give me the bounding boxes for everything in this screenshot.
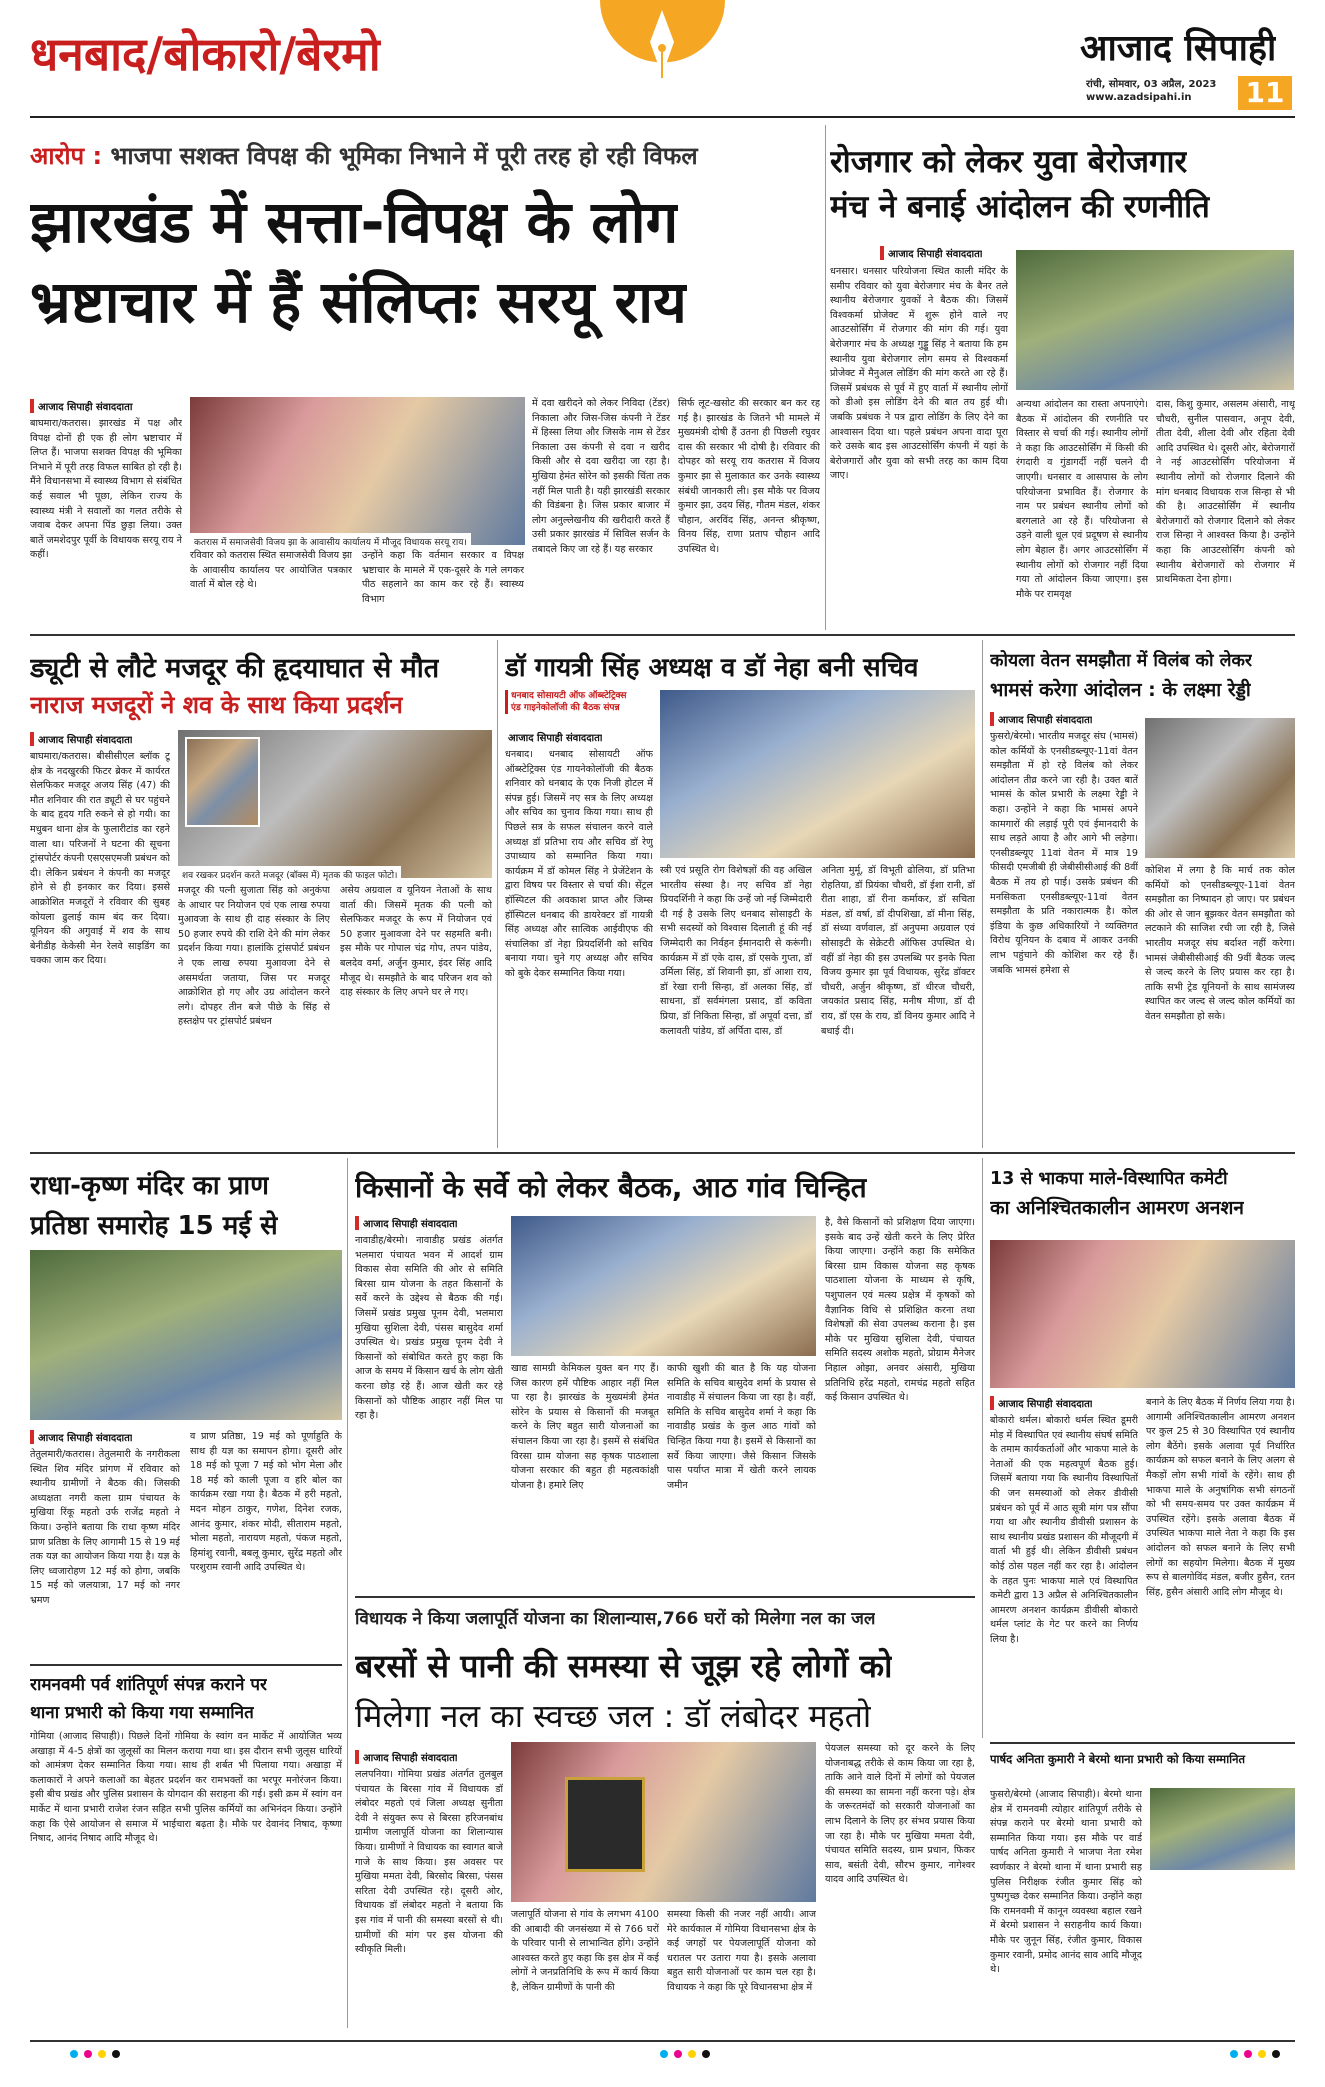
byline: आजाद सिपाही संवाददाता: [355, 1216, 457, 1230]
photo-caption: शव रखकर प्रदर्शन करते मजदूर (बॉक्स में) मृतक की फाइल फोटो।: [178, 866, 401, 883]
byline: आजाद सिपाही संवाददाता: [30, 399, 185, 413]
headline-line-2: मंच ने बनाई आंदोलन की रणनीति: [830, 189, 1210, 225]
kicker-label: आरोप :: [30, 142, 103, 170]
column-divider: [347, 1158, 348, 2028]
masthead: [0, 0, 1325, 118]
registration-dot-black-3: [1272, 2050, 1280, 2058]
portrait-photo: [1145, 718, 1295, 858]
body-col-2: रविवार को कतरास स्थित समाजसेवी विजय झा के आवासीय कार्यालय पर आयोजित पत्रकार वार्ता में बोल रहे थे।: [190, 550, 352, 591]
byline: आजाद सिपाही संवाददाता: [990, 712, 1092, 726]
column-divider: [982, 1158, 983, 1738]
body-col-1: धनबाद। धनबाद सोसायटी ऑफ ऑब्स्टेट्रिक्स एंड गायनेकोलॉजी की बैठक शनिवार को धनबाद के एक निजी होटल में संपन्न हुई। जिसमें नए सत्र के लिए अध्यक्ष और सचिव का चुनाव किया गया। साथ ही पिछले सत्र के सफल संचालन करने वाले अध्यक्ष डॉ प्रतिभा राय और सचिव डॉ रेणु उपाध्याय को सम्मानित किया गया। कार्यक्रम में डॉ कोमल सिंह ने प्रेजेंटेशन के द्वारा विषय पर विस्तार से चर्चा की। सेंट्रल हॉस्पिटल की अवकाश प्राप्त और जिम्स हॉस्पिटल धनबाद की डायरेक्टर डॉ गायत्री सिंह अध्यक्ष और सात्विक आईवीएफ की संचालिका डॉ नेहा प्रियदर्शिनी को सचिव बनाया गया। चुने गए अध्यक्ष और सचिव को बुके देकर सम्मानित किया गया।: [505, 749, 653, 979]
byline: आजाद सिपाही संवाददाता: [508, 733, 603, 744]
kicker: विधायक ने किया जलापूर्ति योजना का शिलान्यास,766 घरों को मिलेगा नल का जल: [355, 1609, 876, 1629]
kicker: [30, 139, 820, 172]
foundation-plaque: [565, 1777, 645, 1872]
body-col-2: अन्यथा आंदोलन का रास्ता अपनाएंगे। बैठक में आंदोलन की रणनीति पर विस्तार से चर्चा की गई। स्थानीय लोगों ने कहा कि आउटसोर्सिंग में किसी की रंगदारी व गुंडागर्दी नहीं चलने दी जाएगी। धनसार व आसपास के लोग परियोजना प्रभावित हैं। रोजगार के नाम पर प्रबंधन स्थानीय लोगों को बरगलाते आ रहे हैं। परियोजना से उड़ने वाली धूल एवं प्रदूषण से स्थानीय लोग बेहाल हैं। अगर आउटसोर्सिंग में स्थानीय लोगों को रोजगार नहीं दिया गया तो आंदोलन किया जाएगा। इस मौके पर रामवृक्ष: [1016, 399, 1148, 600]
section-rule: [30, 1664, 342, 1666]
registration-dot-yellow-2: [688, 2050, 696, 2058]
inset-photo: [185, 737, 260, 827]
byline: आजाद सिपाही संवाददाता: [880, 246, 982, 260]
headline-line-1: झारखंड में सत्ता-विपक्ष के लोग: [30, 188, 679, 256]
column-divider: [825, 125, 826, 630]
photo-caption: कतरास में समाजसेवी विजय झा के आवासीय कार्यालय में मौजूद विधायक सरयू राय।: [190, 533, 471, 550]
byline: आजाद सिपाही संवाददाता: [990, 1396, 1092, 1410]
headline-line-1: बरसों से पानी की समस्या से जूझ रहे लोगों को: [355, 1647, 893, 1685]
body-col-2: जलापूर्ति योजना से गांव के लगभग 4100 की आबादी की जनसंख्या में से 766 घरों के परिवार पानी से लाभान्वित होंगे। उन्होंने आश्वस्त करते हुए कहा कि इस क्षेत्र में कई लोगों ने जनप्रतिनिधि के रूप में कार्य किया है, लेकिन ग्रामीणों के पानी की: [511, 1909, 659, 1993]
website[interactable]: www.azadsipahi.in: [1086, 92, 1192, 103]
newspaper-name: आजाद सिपाही: [1080, 28, 1277, 69]
registration-dot-cyan: [70, 2050, 78, 2058]
body-col-4: है, वैसे किसानों को प्रशिक्षण दिया जाएगा। इसके बाद उन्हें खेती करने के लिए प्रेरित किया जाएगा। उन्होंने कहा कि समेकित बिरसा ग्राम विकास योजना सह कृषक पाठशाला योजना के माध्यम से कृषि, पशुपालन एवं मत्स्य प्रक्षेत्र में कृषकों को वैज्ञानिक विधि से प्रशिक्षित करना तथा विशेषज्ञों की सेवा उपलब्ध कराना है। इस मौके पर मुखिया सुशिला देवी, पंचायत समिति सदस्य अशोक महतो, प्रोग्राम मैनेजर निहाल ओझा, अनवर अंसारी, मुखिया प्रतिनिधि हरेंद्र महतो, रामचंद्र महतो सहित कई किसान उपस्थित थे।: [825, 1217, 975, 1404]
registration-dot-black-2: [702, 2050, 710, 2058]
registration-dot-yellow-3: [1258, 2050, 1266, 2058]
story-worker-death: [30, 640, 492, 1148]
body-col-1: तेतुलमारी/कतरास। तेतुलमारी के नगरीकला स्थित शिव मंदिर प्रांगण में रविवार को स्थानीय ग्रामीणों ने बैठक की। जिसकी अध्यक्षता नगरी कला ग्राम पंचायत के मुखिया रिंकू महतो उर्फ राजेंद्र महतो ने किया। उन्होंने बताया कि राधा कृष्ण मंदिर प्राण प्रतिष्ठा के लिए आगामी 15 से 19 मई तक यज्ञ का आयोजन किया गया है। यज्ञ के लिए ध्वजारोहण 12 मई को होगा, जबकि 15 मई को जलयात्रा, 17 मई को नगर भ्रमण: [30, 1449, 180, 1606]
headline-line-2: प्रतिष्ठा समारोह 15 मई से: [30, 1211, 278, 1241]
section-title: धनबाद/बोकारो/बेरमो: [30, 27, 381, 81]
headline-line-2: भामसं करेगा आंदोलन : के लक्ष्मा रेड्डी: [990, 679, 1251, 701]
body-col-1: फुसरो/बेरमो। भारतीय मजदूर संघ (भामसं) कोल कर्मियों के एनसीडब्ल्यूए-11वां वेतन समझौता में हो रहे विलंब को लेकर आंदोलन तीव्र करने जा रही है। उक्त बातें भामसं के कोल प्रभारी के लक्ष्मा रेड्डी ने कहा। उन्होंने ने कहा कि भामसं अपने कामगारों की लड़ाई पूरी एवं ईमानदारी के साथ लड़ते आया है और आगे भी लड़ेगा। एनसीडब्ल्यूए 11वां वेतन में मात्र 19 फीसदी एमजीबी ही जेबीसीसीआई की 8वीं बैठक में तय हो पाई। उसके प्रबंधन की मनसिकता एनसीडब्ल्यूए-11वां वेतन समझौता के प्रति नकारात्मक है। कोल इंडिया के कुछ अधिकारियों ने व्यक्तिगत विरोध यूनियन के दबाव में आकर उनकी लाभ पहुंचाने की कोशिश कर रहे हैं। जबकि भामसं हमेशा से: [990, 731, 1138, 976]
headline-line-1: रोजगार को लेकर युवा बेरोजगार: [830, 144, 1188, 180]
kicker-text: भाजपा सशक्त विपक्ष की भूमिका निभाने में पूरी तरह हो रही विफल: [110, 142, 698, 170]
body-col-3: अनिता मुर्मू, डॉ विभूती ढोलिया, डॉ प्रतिभा रोहतिया, डॉ प्रियंका चौधरी, डॉ ईशा रानी, डॉ रीता शाहा, डॉ रीना कर्माकर, डॉ सचिता मंडल, डॉ वर्षा, डॉ दीपशिखा, डॉ मीना सिंह, डॉ संध्या वर्णवाल, डॉ अनुपमा अग्रवाल एवं सोसाइटी के सेक्रेटरी ऑफिस उपस्थित थे। वहीं डॉ नेहा की इस उपलब्धि पर इनके पिता विजय कुमार झा पूर्व विधायक, सुरेंद्र डॉक्टर चौधरी, अर्जुन श्रीकृष्ण, डॉ धीरज चौधरी, जयकांत प्रसाद सिंह, मनीष मीणा, डॉ दी राय, डॉ एस के राय, डॉ विनय कुमार आदि ने बधाई दी।: [821, 865, 975, 1037]
registration-dot-magenta: [84, 2050, 92, 2058]
news-photo: [190, 397, 525, 545]
body-text: फुसरो/बेरमो (आजाद सिपाही)। बेरमो थाना क्षेत्र में रामनवमी त्योहार शांतिपूर्ण तरीके से संपन्न कराने पर बेरमो थाना प्रभारी को सम्मानित किया गया। इस मौके पर वार्ड पार्षद अनिता कुमारी ने भाजपा नेता रमेश स्वर्णकार ने बेरमो थाना में थाना प्रभारी सह पुलिस निरीक्षक रंजीत कुमार सिंह को पुष्पगुच्छ देकर सम्मानित किया। उन्होंने कहा कि रामनवमी में कानून व्यवस्था बहाल रखने में बेरमो प्रशासन ने सराहनीय कार्य किया। मौके पर जुनून सिंह, रंजीत कुमार, विकास कुमार रवानी, प्रमोद आनंद साव आदि मौजूद थे।: [990, 1789, 1142, 1976]
headline-line-2: मिलेगा नल का स्वच्छ जल : डॉ लंबोदर महतो: [355, 1697, 872, 1735]
story-coal-wage: [990, 640, 1295, 1148]
registration-dot-magenta-3: [1244, 2050, 1252, 2058]
headline: डॉ गायत्री सिंह अध्यक्ष व डॉ नेहा बनी सचिव: [505, 653, 919, 683]
tag-box: धनबाद सोसायटी ऑफ ऑब्स्टेट्रिक्स एंड गाइनेकोलॉजी की बैठक संपन्न: [505, 690, 630, 714]
registration-dot-cyan-2: [660, 2050, 668, 2058]
body-col-5: सिर्फ लूट-खसोट की सरकार बन कर रह गई है। झारखंड के जितने भी मामले में मुख्यमंत्री दोषी हैं उतना ही पिछली रघुवर दास की सरकार भी दोषी है। रविवार की दोपहर को सरयू राय कतरास में विजय कुमार झा से मुलाकात कर उनके स्वास्थ्य संबंधी जानकारी ली। इस मौके पर विजय कुमार झा, उदय सिंह, गौतम मंडल, शंकर चौहान, अरविंद सिंह, अनन्त श्रीकृष्ण, विनय सिंह, राणा प्रताप चौहान आदि उपस्थित थे।: [678, 398, 820, 555]
masthead-rule: [30, 116, 1295, 118]
news-photo: [1016, 250, 1294, 390]
body-col-2: स्त्री एवं प्रसूति रोग विशेषज्ञों की वह अखिल भारतीय संस्था है। नए सचिव डॉ नेहा प्रियदर्शिनी ने कहा कि उन्हें जो नई जिम्मेदारी दी गई है उसके लिए धनबाद सोसाइटी के सभी सदस्यों को विश्वास दिलाती हूं की नई जिम्मेदारी का निर्वहन ईमानदारी से करूंगी। कार्यक्रम में डॉ एके दास, डॉ एसके गुप्ता, डॉ उर्मिला सिंह, डॉ शिवानी झा, डॉ आशा राय, डॉ रेखा रानी सिन्हा, डॉ अलका सिंह, डॉ साधना, डॉ सर्वमंगला प्रसाद, डॉ कविता प्रिया, डॉ निकिता सिन्हा, डॉ अपूर्वा दत्ता, डॉ कलावती पांडेय, डॉ अर्पिता दास, डॉ: [660, 865, 812, 1037]
headline-line-1: 13 से भाकपा माले-विस्थापित कमेटी: [990, 1169, 1228, 1189]
section-rule: [30, 1152, 1295, 1154]
body-col-4: में दवा खरीदने को लेकर निविदा (टेंडर) निकाला और जिस-जिस कंपनी ने टेंडर में हिस्सा लिया और जिसके नाम से टेंडर निकाला उस कंपनी से दवा न खरीद किसी और से दवा खरीदा जा रहा है। मुखिया हेमंत सोरेन को इसकी चिंता तक नहीं मिल पाती है। यही झारखंडी सरकार की विडंबना है। जिस प्रकार बाजार में लोग अनुल्लेखनीय की खरीदारी करते हैं उसी प्रकार झारखंड में सिविल सर्जन के तबादले किए जा रहे हैं। यह सरकार: [532, 398, 670, 555]
body-col-4: पेयजल समस्या को दूर करने के लिए योजनाबद्ध तरीके से काम किया जा रहा है, ताकि आने वाले दिनों में लोगों को पेयजल की समस्या का सामना नहीं करना पड़े। क्षेत्र के जरूरतमंदों को सरकारी योजनाओं का लाभ दिलाने के लिए हर संभव प्रयास किया जा रहा है। मौके पर मुखिया ममता देवी, पंचायत समिति सदस्य, ग्राम प्रधान, फिकर साव, बसंती देवी, सौरभ कुमार, नागेश्वर यादव आदि उपस्थित थे।: [825, 1743, 975, 1886]
registration-dot-magenta-2: [674, 2050, 682, 2058]
headline: पार्षद अनिता कुमारी ने बेरमो थाना प्रभारी को किया सम्मानित: [990, 1752, 1246, 1766]
headline-line-2: थाना प्रभारी को किया गया सम्मानित: [30, 1703, 254, 1723]
body-col-3: असेय अग्रवाल व यूनियन नेताओं के साथ वार्ता की। जिसमें मृतक की पत्नी को सेलफिकर मजदूर के रूप में नियोजन एवं 50 हजार मुआवजा देने पर सहमति बनी। इस मौके पर गोपाल चंद्र गोप, तपन पांडेय, बलदेव वर्मा, अर्जुन कुमार, इंदर सिंह आदि मौजूद थे। समझौते के बाद परिजन शव को दाह संस्कार के लिए अपने घर ले गए।: [340, 885, 492, 999]
pen-nib-logo: [600, 0, 725, 95]
story-dr-gayatri: [505, 640, 975, 1148]
news-photo: [990, 1240, 1295, 1388]
news-photo: [30, 1250, 342, 1420]
page-number: 11: [1238, 76, 1292, 110]
dateline: रांची, सोमवार, 03 अप्रैल, 2023: [1086, 79, 1217, 90]
body-col-3: समस्या किसी की नजर नहीं आयी। आज मेरे कार्यकाल में गोमिया विधानसभा क्षेत्र के कई जगहों पर पेयजलापूर्ति योजना को धरातल पर उतारा गया है। इसके अलावा बहुत सारी योजनाओं पर काम चल रहा है। विधायक ने कहा कि पूरे विधानसभा क्षेत्र में: [667, 1909, 816, 1993]
body-col-3: उन्होंने कहा कि वर्तमान सरकार व विपक्ष भ्रष्टाचार के मामले में एक-दूसरे के गले लगकर पीठ सहलाने का काम कर रहे हैं। स्वास्थ्य विभाग: [362, 550, 524, 605]
body-col-2: व प्राण प्रतिष्ठा, 19 मई को पूर्णाहुति के साथ ही यज्ञ का समापन होगा। दूसरी ओर 18 मई को पूजा 7 मई को भोग मेला और 18 मई को काली पूजा व हरि बोल का कार्यक्रम रखा गया है। बैठक में हरी महतो, मदन मोहन ठाकुर, गणेश, दिनेश रजक, आनंद कुमार, शंकर मोदी, सीताराम महतो, भोला महतो, नारायण महतो, पंकज महतो, हिमांशु रवानी, बबलू कुमार, सुरेंद्र महतो और परशुराम रवानी आदि उपस्थित थे।: [190, 1431, 342, 1574]
registration-dot-cyan-3: [1230, 2050, 1238, 2058]
headline-line-1: कोयला वेतन समझौता में विलंब को लेकर: [990, 651, 1253, 671]
headline: किसानों के सर्वे को लेकर बैठक, आठ गांव चिन्हित: [355, 1171, 867, 1204]
body-col-1: बाघमारा/कतरास। झारखंड में पक्ष और विपक्ष दोनों ही एक ही लोग भ्रष्टाचार में लिप्त हैं। भाजपा सशक्त विपक्ष की भूमिका निभाने में पूरी तरह विफल साबित हो रही है। मैंने विधानसभा में स्वास्थ्य विभाग से संबंधित कई सवाल भी पूछा, लेकिन राज्य के स्वास्थ्य मंत्री ने सवालों का गलत तरीके से जवाब देकर अपना पिंड छुड़ा लिया। उक्त बातें जमशेदपुर पूर्वी के विधायक सरयू राय ने कहीं।: [30, 418, 182, 561]
print-registration-bar: [30, 2040, 1295, 2060]
story-bermo-honour: [990, 1748, 1295, 2028]
news-photo: [511, 1742, 816, 1902]
subhead: नाराज मजदूरों ने शव के साथ किया प्रदर्शन: [30, 691, 403, 719]
headline: ड्यूटी से लौटे मजदूर की हृदयाघात से मौत: [30, 653, 440, 684]
story-sarayu-rai: [30, 125, 820, 630]
news-photo: [660, 690, 975, 858]
story-farmers-survey: [355, 1158, 975, 1593]
section-rule: [990, 1742, 1295, 1744]
story-cpi-ml-hunger-strike: [990, 1158, 1295, 1738]
body-col-2: कोशिश में लगा है कि मार्च तक कोल कर्मियों को एनसीडब्ल्यूए-11वां वेतन समझौता का निष्पादन हो जाए। पर प्रबंधन की ओर से जान बूझकर वेतन समझौता को लटकाने की साजिश रची जा रही है, जिसे भारतीय मजदूर संघ बर्दाश्त नहीं करेगा। भामसं जेबीसीसीआई की 9वीं बैठक जल्द से जल्द करने के लिए प्रयास कर रहा है। ताकि सभी ट्रेड यूनियनों के साथ सामंजस्य स्थापित कर जल्द से जल्द कोल कर्मियों का वेतन समझौता हो सके।: [1145, 865, 1295, 1022]
body-text: गोमिया (आजाद सिपाही)। पिछले दिनों गोमिया के स्वांग वन मार्केट में आयोजित भव्य अखाड़ा में 4-5 क्षेत्रों का जुलूसों का मिलन कराया गया था। इस दौरान सभी जुलूस धारियों को आमंत्रण देकर सम्मानित किया गया। साथ ही शर्बत भी पिलाया गया। अखाड़ा में कलाकारों ने अपने कलाओं का बेहतर प्रदर्शन कर रामभक्तों का भरपूर मनोरंजन किया। इसी बीच प्रखंड और पुलिस प्रशासन के योगदान की सराहना की गई। इसी क्रम में स्वांग वन मार्केट में थाना प्रभारी राजेश रंजन सहित सभी पुलिस कर्मियों का अभिनंदन किया। उन्होंने कहा कि ऐसे आयोजन से समाज में भाईचारा बढ़ता है। मौके पर देवानंद निषाद, कृष्णा निषाद, आनंद निषाद आदि मौजूद थे।: [30, 1731, 342, 1845]
body-col-2: खाद्य सामग्री केमिकल युक्त बन गए हैं। जिस कारण हमें पौष्टिक आहार नहीं मिल पा रहा है। झारखंड के मुख्यमंत्री हेमंत सोरेन के प्रयास से किसानों की मजबूत करने के लिए बहुत सारी योजनाओं का संचालन किया जा रहा है। इसमें से संबंधित विरसा ग्राम योजना सह कृषक पाठशाला योजना सरकार की बहुत ही महत्वकांक्षी योजना है। हमारे लिए: [511, 1363, 659, 1491]
news-photo: [1150, 1788, 1295, 1870]
byline: आजाद सिपाही संवाददाता: [30, 732, 132, 746]
story-ramnavami-honour: [30, 1670, 342, 2028]
story-youth-unemployment: [830, 130, 1295, 630]
body-col-3: काफी खुशी की बात है कि यह योजना समिति के सचिव बासुदेव शर्मा के प्रयास से नावाडीह में संचालन किया जा रहा है। वहीं, समिति के सचिव बासुदेव शर्मा ने कहा कि नावाडीह प्रखंड के कुल आठ गांवों को चिन्हित किया गया है। इसमें से किसानों का सर्वे किया जाएगा। जैसे किसान जिसके पास पर्याप्त मात्रा में खेती करने लायक जमीन: [667, 1363, 816, 1491]
body-col-2: मजदूर की पत्नी सुजाता सिंह को अनुकंपा के आधार पर नियोजन एवं एक लाख रुपया मुआवजा के साथ ही दाह संस्कार के लिए 50 हजार रुपये की राशि देने की मांग लेकर प्रदर्शन किया गया। हालांकि ट्रांसपोर्ट प्रबंधन ने एक लाख रुपया मुआवजा देने से असमर्थता जताया, जिस पर मजदूर आक्रोशित हो गए और उग्र आंदोलन करने लगे। दोपहर तीन बजे पीछे के सिंह से हस्तक्षेप पर ट्रांसपोर्ट प्रबंधन: [178, 885, 330, 1028]
body-col-1: बोकारो थर्मल। बोकारो थर्मल स्थित डूमरी मोड़ में विस्थापित एवं स्थानीय संघर्ष समिति के तमाम कार्यकर्ताओं और भाकपा माले के नेताओं की एक महत्वपूर्ण बैठक हुई। जिसमें बताया गया कि स्थानीय विस्थापितों की जन समस्याओं को लेकर डीवीसी प्रबंधन को पूर्व में आठ सूत्री मांग पत्र सौंपा गया था और स्थानीय डीवीसी प्रशासन के साथ स्थानीय प्रखंड प्रशासन की मौजूदगी में वार्ता भी हुई थी। लेकिन डीवीसी प्रबंधन कोई ठोस पहल नहीं कर रहा है। आंदोलन के तहत पुनः भाकपा माले एवं विस्थापित कमेटी द्वारा 13 अप्रैल से अनिश्चितकालीन आमरण अनशन कार्यक्रम डीवीसी बोकारो थर्मल प्लांट के गेट पर करने का निर्णय लिया है।: [990, 1415, 1138, 1645]
body-col-1: धनसार। धनसार परियोजना स्थित काली मंदिर के समीप रविवार को युवा बेरोजगार मंच के बैनर तले स्थानीय बेरोजगार युवकों ने बैठक की। जिसमें विश्वकर्मा प्रोजेक्ट में शुरू होने वाले नए आउटसोर्सिंग में रोजगार की मांग की गई। युवा बेरोजगार मंच के अध्यक्ष गुड्डू सिंह ने बताया कि हम स्थानीय युवा बेरोजगार लोग समय से विश्वकर्मा प्रोजेक्ट में मैनुअल लोडिंग की मांग करते आ रहे हैं। जिसमें प्रबंधक से पूर्व में हुए वार्ता में स्थानीय लोगों को डीओ इस लोडिंग देने की बात तय हुई थी। जबकि प्रबंधक ने पत्र द्वारा लोडिंग के लिए देने का आश्वासन दिया था। पहले प्रबंधन अपना वादा पूरा करे उसके बाद इस आउटसोर्सिंग कंपनी में यहां के बेरोजगारों और युवा को सभी तरह का काम दिया जाए।: [830, 266, 1008, 482]
byline: आजाद सिपाही संवाददाता: [355, 1750, 457, 1764]
section-rule: [30, 634, 1295, 636]
headline-line-1: राधा-कृष्ण मंदिर का प्राण: [30, 1171, 269, 1201]
story-water-supply: [355, 1602, 975, 2028]
headline-line-2: का अनिश्चितकालीन आमरण अनशन: [990, 1197, 1244, 1219]
body-col-1: ललपनिया। गोमिया प्रखंड अंतर्गत तुलबुल पंचायत के बिरसा गांव में विधायक डॉ लंबोदर महतो एवं जिला अध्यक्ष सुनीता देवी ने संयुक्त रूप से बिरसा हरिजनबांध ग्रामीण जलापूर्ति योजना का शिलान्यास किया। ग्रामीणों ने विधायक का स्वागत बाजे गाजे के साथ किया। इस अवसर पर मुखिया ममता देवी, बिरसोद बिरसा, पंसस सरिता देवी उपस्थित रहे। दूसरी ओर, विधायक डॉ लंबोदर महतो ने बताया कि इस गांव में पानी की समस्या बरसों से थी। ग्रामीणों की मांग पर इस योजना की स्वीकृति मिली।: [355, 1769, 503, 1956]
registration-dot-yellow: [98, 2050, 106, 2058]
headline-line-2: भ्रष्टाचार में हैं संलिप्तः सरयू राय: [30, 268, 687, 336]
body-col-1: बाघमारा/कतरास। बीसीसीएल ब्लॉक टू क्षेत्र के नदखुरकी फिटर ब्रेकर में कार्यरत सेलफिकर मजदूर अजय सिंह (47) की मौत शनिवार की रात ड्यूटी से घर पहुंचने के बाद हृदय गति रुकने से हो गयी। का मधुबन थाना क्षेत्र के फुलारीटांड का रहने वाला था। परिजनों ने घटना की सूचना ट्रांसपोर्टर कंपनी एसएसएमजी प्रबंधन को दी। लेकिन प्रबंधन ने कंपनी का मजदूर होने से ही इनकार कर दिया। इससे आक्रोशित मजदूरों ने रविवार की सुबह कोयला ढुलाई काम बंद कर दिया। यूनियन की अगुवाई में शव के साथ बेनीडीह केकेसी मेन रेलवे साइडिंग का चक्का जाम कर दिया।: [30, 751, 170, 967]
headline-line-1: रामनवमी पर्व शांतिपूर्ण संपन्न कराने पर: [30, 1675, 267, 1695]
body-col-1: नावाडीह/बेरमो। नावाडीह प्रखंड अंतर्गत भलमारा पंचायत भवन में आदर्श ग्राम विकास सेवा समिति की ओर से समिति बिरसा ग्राम योजना के तहत किसानों के सर्वे करने के उद्देश्य से बैठक की गई। जिसमें प्रखंड प्रमुख पूनम देवी, भलमारा मुखिया सुशिला देवी, पंसस बासुदेव शर्मा उपस्थित थे। प्रखंड प्रमुख पूनम देवी ने किसानों को संबोधित करते हुए कहा कि आज के समय में किसान खर्च के लोग खेती करना छोड़ रहे हैं। आज खेती कर रहे किसानों को पौष्टिक आहार नहीं मिल पा रहा है।: [355, 1235, 503, 1422]
column-divider: [982, 640, 983, 1148]
section-rule: [355, 1596, 975, 1598]
story-radha-krishna: [30, 1158, 342, 1658]
news-photo: [511, 1216, 816, 1356]
registration-dot-black: [112, 2050, 120, 2058]
body-col-3: दास, किशु कुमार, असलम अंसारी, नाथू चौधरी, सुनील पासवान, अनूप देवी, तीता देवी, शीला देवी और रहिता देवी आदि उपस्थित थे। दूसरी ओर, बेरोजगारों ने नई आउटसोर्सिंग परियोजना में स्थानीय लोगों को रोजगार दिलाने की मांग धनबाद विधायक राज सिन्हा से भी की है। आउटसोर्सिंग में स्थानीय बेरोजगारों को रोजगार दिलाने को लेकर राज सिन्हा ने आश्वस्त किया है। उन्होंने कहा कि आउटसोर्सिंग कंपनी को स्थानीय बेरोजगारों को रोजगार में प्राथमिकता देना होगा।: [1156, 399, 1295, 586]
column-divider: [497, 640, 498, 1148]
body-col-2: बनाने के लिए बैठक में निर्णय लिया गया है। आगामी अनिश्चितकालीन आमरण अनशन पर कुल 25 से 30 विस्थापित एवं स्थानीय लोग बैठेंगे। इसके अलावा पूर्व निर्धारित कार्यक्रम को सफल बनाने के लिए अलग से मैकड़ों लोग सभी गांवों के रहेंगे। साथ ही भाकपा माले के अनुषांगिक सभी संगठनों को भी समय-समय पर उक्त कार्यक्रम में उपस्थित रहेंगे। इसके अलावा बैठक में उपस्थित भाकपा माले नेता ने कहा कि इस आंदोलन को सफल बनाने के लिए सभी लोगों का सहयोग मिलेगा। बैठक में मुख्य रूप से बालगोविंद मंडल, बजीर हुसैन, रतन सिंह, हुसैन अंसारी आदि लोग मौजूद थे।: [1146, 1397, 1295, 1598]
byline: आजाद सिपाही संवाददाता: [30, 1430, 132, 1444]
